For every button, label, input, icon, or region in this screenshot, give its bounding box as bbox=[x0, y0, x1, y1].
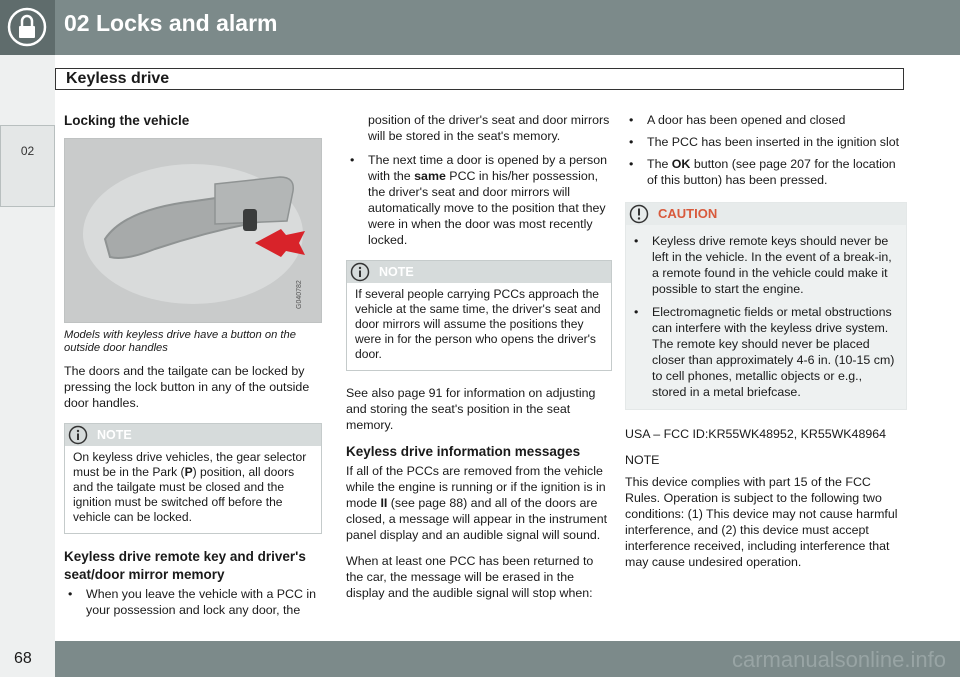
note-text-part: On keyless drive vehicles, the gear selector must be in the Park ( bbox=[73, 450, 307, 479]
paragraph-note-label: NOTE bbox=[625, 453, 660, 467]
chapter-header-bar bbox=[0, 0, 960, 55]
paragraph-lock-button: The doors and the tailgate can be locked by pressing the lock button in any of the outside door handles. bbox=[64, 364, 310, 410]
note-header bbox=[65, 424, 321, 446]
heading-locking: Locking the vehicle bbox=[64, 113, 190, 128]
section-title: Keyless drive bbox=[66, 70, 170, 87]
note-text-part: ) position, all doors and the tailgate must be closed and the ignition must be switched off before the vehicle can be locked. bbox=[73, 465, 295, 524]
list-item: • A door has been opened and closed bbox=[625, 112, 907, 128]
door-handle-illustration bbox=[65, 139, 321, 322]
info-icon bbox=[350, 262, 370, 282]
list-item: • Electromagnetic fields or metal obstructions can interfere with the keyless drive system. The remote key should never be placed closer than approximately 4-6 in. (10-15 cm) to cell phones, metallic objects or e.g., stored in a metal briefcase. bbox=[630, 304, 896, 400]
heading-remote-key-memory: Keyless drive remote key and driver's seat/door mirror memory bbox=[64, 549, 306, 582]
info-icon bbox=[68, 425, 88, 445]
list-item: • Keyless drive remote keys should never be left in the vehicle. In the event of a break-in, a remote found in the vehicle could make it possible to start the engine. bbox=[630, 233, 896, 297]
lock-alarm-icon bbox=[7, 7, 47, 47]
column-2 bbox=[346, 112, 612, 611]
text-part: The bbox=[647, 157, 672, 171]
paragraph-see-also: See also page 91 for information on adjusting and storing the seat's position in the seat memory. bbox=[346, 386, 596, 432]
text-part: (see page 88) and all of the doors are closed, a message will appear in the instrument panel display and an audible signal will sound. bbox=[346, 496, 608, 542]
column-1 bbox=[64, 112, 322, 626]
note-label: NOTE bbox=[97, 428, 132, 442]
bullet-continuation: position of the driver's seat and door mirrors will be stored in the seat's memory. bbox=[368, 113, 610, 143]
list-item: • When you leave the vehicle with a PCC in your possession and lock any door, the bbox=[64, 586, 322, 618]
paragraph-pcc-removed bbox=[346, 463, 612, 543]
chapter-tab-number: 02 bbox=[20, 144, 35, 158]
note-text-bold: P bbox=[184, 465, 193, 479]
door-handle-figure bbox=[64, 138, 322, 323]
list-item bbox=[625, 156, 907, 188]
text-part: The next time a door is opened by a person with the bbox=[368, 153, 608, 183]
conditions-bullet-list bbox=[625, 112, 907, 188]
chapter-tab bbox=[0, 125, 55, 207]
page-number: 68 bbox=[14, 650, 32, 667]
paragraph-pcc-returned: When at least one PCC has been returned to the car, the message will be erased in the display and the audible signal will stop when: bbox=[346, 554, 594, 600]
text-part: PCC in his/her possession, the driver's seat and door mirrors will automatically move to the position that they were in when the door was most recently locked. bbox=[368, 169, 606, 247]
caution-list bbox=[626, 225, 906, 409]
paragraph-fcc-compliance: This device complies with part 15 of the FCC Rules. Operation is subject to the following two conditions: (1) This device may not cause harmful interference, and (2) this device must accept interference received, including interference that may cause undesired operation. bbox=[625, 475, 898, 569]
list-item: • The PCC has been inserted in the ignition slot bbox=[625, 134, 907, 150]
page-number-box bbox=[0, 641, 55, 677]
caution-box bbox=[625, 202, 907, 410]
caution-label: CAUTION bbox=[658, 206, 718, 221]
watermark-text: carmanualsonline.info bbox=[731, 647, 946, 672]
figure-code: G040782 bbox=[296, 280, 303, 309]
caution-header bbox=[626, 203, 906, 225]
text-bold: OK bbox=[671, 157, 691, 171]
note-label: NOTE bbox=[379, 265, 414, 279]
text-part: If all of the PCCs are removed from the vehicle while the engine is running or if the ignition is in mode bbox=[346, 464, 606, 510]
memory-bullet-list-2 bbox=[346, 152, 612, 248]
note-body bbox=[65, 446, 321, 533]
memory-bullet-list bbox=[64, 586, 322, 618]
heading-info-messages: Keyless drive information messages bbox=[346, 444, 581, 459]
note-header bbox=[347, 261, 611, 283]
text-bold: same bbox=[414, 169, 446, 183]
text-bold: II bbox=[380, 496, 388, 510]
text-part: button (see page 207 for the location of this button) has been pressed. bbox=[647, 157, 896, 187]
note-body: If several people carrying PCCs approach the vehicle at the same time, the driver's seat and door mirrors will assume the positions they were in for the person who opens the driver's door. bbox=[355, 287, 601, 361]
list-item bbox=[346, 152, 612, 248]
chapter-icon-box bbox=[0, 0, 55, 55]
note-box-gear bbox=[64, 423, 322, 534]
column-3 bbox=[625, 112, 907, 580]
warning-icon bbox=[629, 204, 649, 224]
chapter-title: 02 Locks and alarm bbox=[64, 10, 278, 36]
note-box-several-people bbox=[346, 260, 612, 371]
section-bar bbox=[55, 68, 904, 90]
paragraph-fcc-id: USA – FCC ID:KR55WK48952, KR55WK48964 bbox=[625, 427, 887, 441]
footer-bar bbox=[0, 641, 960, 677]
figure-caption: Models with keyless drive have a button on the outside door handles bbox=[64, 329, 296, 354]
